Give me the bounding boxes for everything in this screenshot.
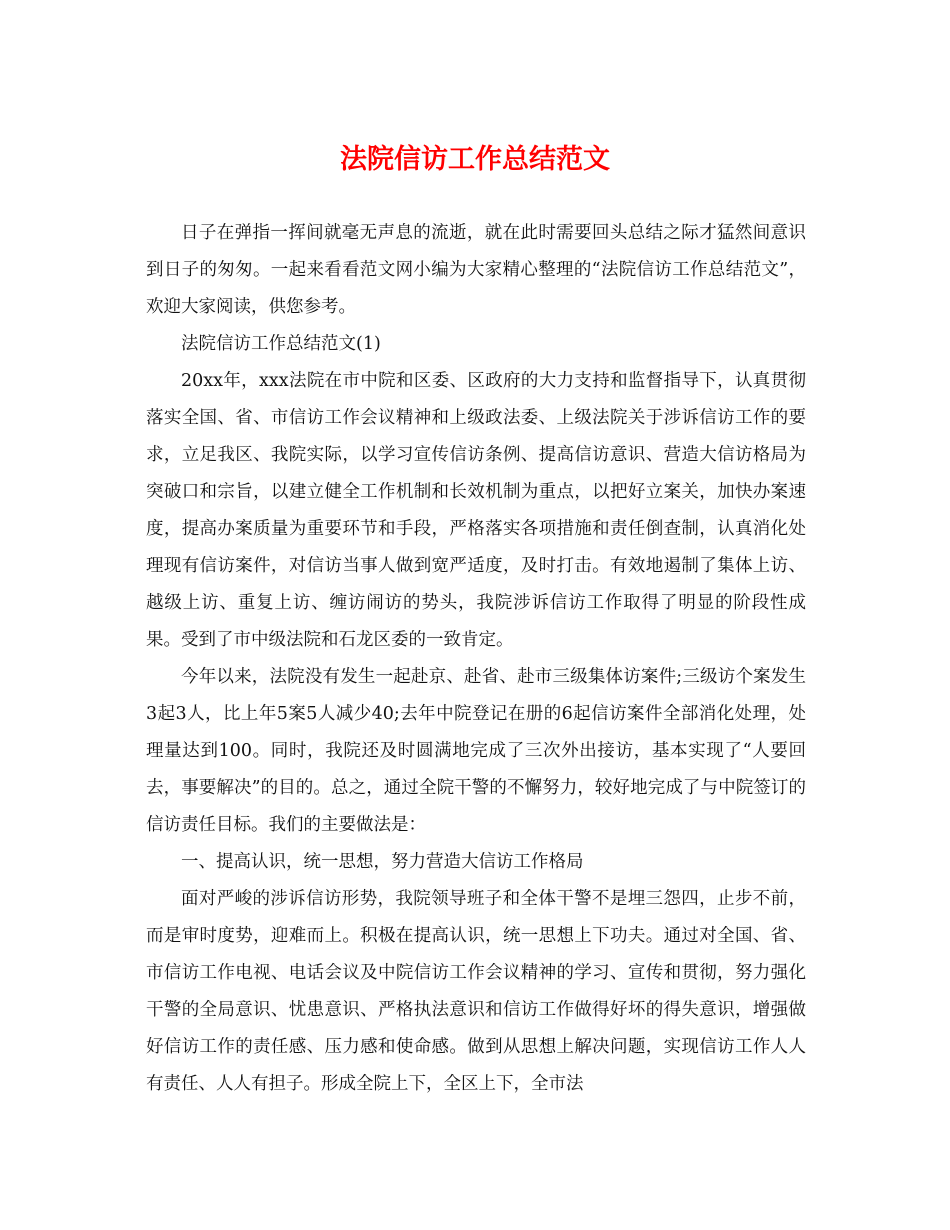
body-paragraph: 面对严峻的涉诉信访形势，我院领导班子和全体干警不是埋三怨四，止步不前，而是审时度势，迎难而上。积极在提高认识，统一思想上下功夫。通过对全国、省、市信访工作电视、电话会议及中院信访工作会议精神的学习、宣传和贯彻，努力强化干警的全局意识、忧患意识、严格执法意识和信访工作做得好坏的得失意识，增强做好信访工作的责任感、压力感和使命感。做到从思想上解决问题，实现信访工作人人有责任、人人有担子。形成全院上下，全区上下，全市法 (146, 889, 806, 1094)
body-paragraph: 20xx年，xxx法院在市中院和区委、区政府的大力支持和监督指导下，认真贯彻落实全国、省、市信访工作会议精神和上级政法委、上级法院关于涉诉信访工作的要求，立足我区、我院实际，以学习宣传信访条例、提高信访意识、营造大信访格局为突破口和宗旨，以建立健全工作机制和长效机制为重点，以把好立案关，加快办案速度，提高办案质量为重要环节和手段，严格落实各项措施和责任倒查制，认真消化处理现有信访案件，对信访当事人做到宽严适度，及时打击。有效地遏制了集体上访、越级上访、重复上访、缠访闹访的势头，我院涉诉信访工作取得了明显的阶段性成果。受到了市中级法院和石龙区委的一致肯定。 (146, 371, 806, 650)
subsection-heading: 一、提高认识，统一思想，努力营造大信访工作格局 (181, 852, 584, 872)
document-title: 法院信访工作总结范文 (340, 144, 610, 175)
intro-paragraph: 日子在弹指一挥间就毫无声息的流逝，就在此时需要回头总结之际才猛然间意识到日子的匆匆。一起来看看范文网小编为大家精心整理的“法院信访工作总结范文”，欢迎大家阅读，供您参考。 (146, 223, 806, 317)
body-paragraph: 今年以来，法院没有发生一起赴京、赴省、赴市三级集体访案件;三级访个案发生3起3人，比上年5案5人减少40;去年中院登记在册的6起信访案件全部消化处理，处理量达到100。同时，我院还及时圆满地完成了三次外出接访，基本实现了“人要回去，事要解决”的目的。总之，通过全院干警的不懈努力，较好地完成了与中院签订的信访责任目标。我们的主要做法是： (146, 667, 806, 835)
section-heading: 法院信访工作总结范文(1) (181, 334, 381, 354)
document-body (146, 215, 806, 1103)
